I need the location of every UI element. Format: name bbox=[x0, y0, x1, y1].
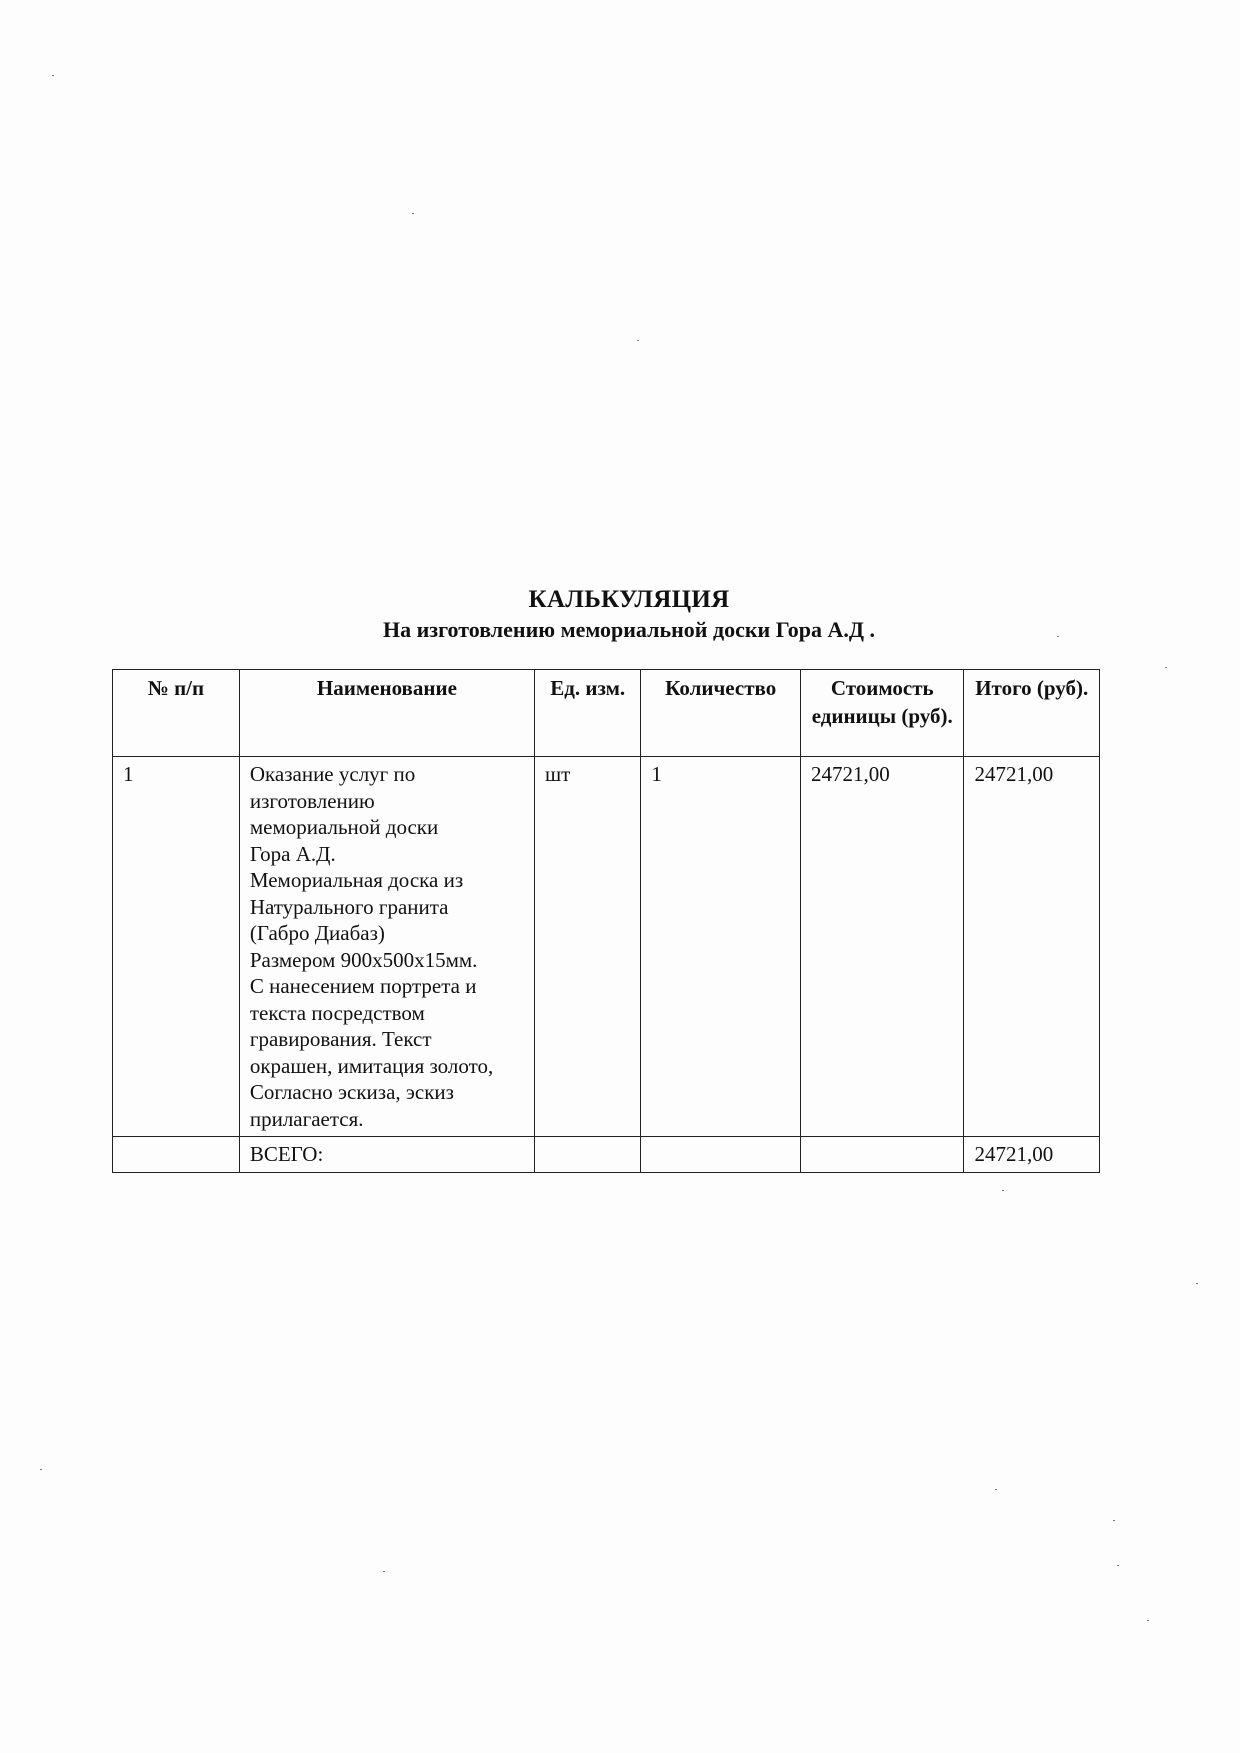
cell-empty bbox=[535, 1137, 641, 1173]
scan-speck bbox=[1165, 667, 1167, 668]
grand-total: 24721,00 bbox=[964, 1137, 1100, 1173]
description-line: Мемориальная доска из bbox=[249, 868, 464, 892]
cell-quantity: 1 bbox=[641, 757, 801, 1137]
description-line: Размером 900x500x15мм. bbox=[249, 947, 478, 972]
scan-speck bbox=[995, 1489, 997, 1490]
description-line: Натурального гранита bbox=[249, 894, 449, 919]
title-block bbox=[0, 585, 1240, 645]
cell-total: 24721,00 bbox=[964, 757, 1100, 1137]
description-line: изготовлению bbox=[249, 788, 375, 813]
cell-number: 1 bbox=[113, 757, 240, 1137]
description-line: гравирования. Текст bbox=[249, 1027, 432, 1051]
calculation-table bbox=[112, 669, 1100, 1173]
document-subtitle: На изготовлению мемориальной доски Гора А.Д . bbox=[382, 617, 876, 642]
scan-speck bbox=[1113, 1520, 1115, 1521]
header-quantity: Количество bbox=[641, 670, 801, 757]
scan-speck bbox=[1147, 1620, 1149, 1621]
scan-speck bbox=[1117, 1565, 1119, 1566]
scan-speck bbox=[637, 340, 639, 341]
scan-speck bbox=[40, 1469, 42, 1470]
scan-speck bbox=[412, 213, 414, 214]
table-header-row bbox=[113, 670, 1100, 757]
scan-speck bbox=[1057, 636, 1059, 637]
cell-unit: шт bbox=[535, 757, 641, 1137]
scan-speck bbox=[1196, 1283, 1198, 1284]
scan-speck bbox=[52, 75, 54, 76]
scan-speck bbox=[1002, 1190, 1004, 1191]
table-total-row bbox=[113, 1137, 1100, 1173]
table-row bbox=[113, 757, 1100, 1137]
header-name: Наименование bbox=[239, 670, 534, 757]
total-label: ВСЕГО: bbox=[239, 1137, 534, 1173]
description-line: окрашен, имитация золото, bbox=[249, 1053, 494, 1078]
description-line: Гора А.Д. bbox=[249, 841, 336, 866]
description-line: (Габро Диабаз) bbox=[249, 921, 385, 945]
description-line: Согласно эскиза, эскиз bbox=[249, 1080, 454, 1104]
cell-empty bbox=[801, 1137, 964, 1173]
cell-unit-price: 24721,00 bbox=[801, 757, 964, 1137]
header-number: № п/п bbox=[113, 670, 240, 757]
description-line: Оказание услуг по bbox=[249, 762, 416, 786]
cell-empty bbox=[113, 1137, 240, 1173]
description-line: текста посредством bbox=[249, 1000, 425, 1025]
document-title: КАЛЬКУЛЯЦИЯ bbox=[528, 586, 730, 613]
scan-speck bbox=[383, 1571, 385, 1572]
description-line: мемориальной доски bbox=[249, 815, 439, 839]
header-unit-price: Стоимость единицы (руб). bbox=[801, 670, 964, 757]
description-line: прилагается. bbox=[249, 1106, 364, 1131]
description-line: С нанесением портрета и bbox=[249, 974, 477, 998]
header-total: Итого (руб). bbox=[964, 670, 1100, 757]
cell-empty bbox=[641, 1137, 801, 1173]
header-unit: Ед. изм. bbox=[535, 670, 641, 757]
cell-name bbox=[239, 757, 534, 1137]
